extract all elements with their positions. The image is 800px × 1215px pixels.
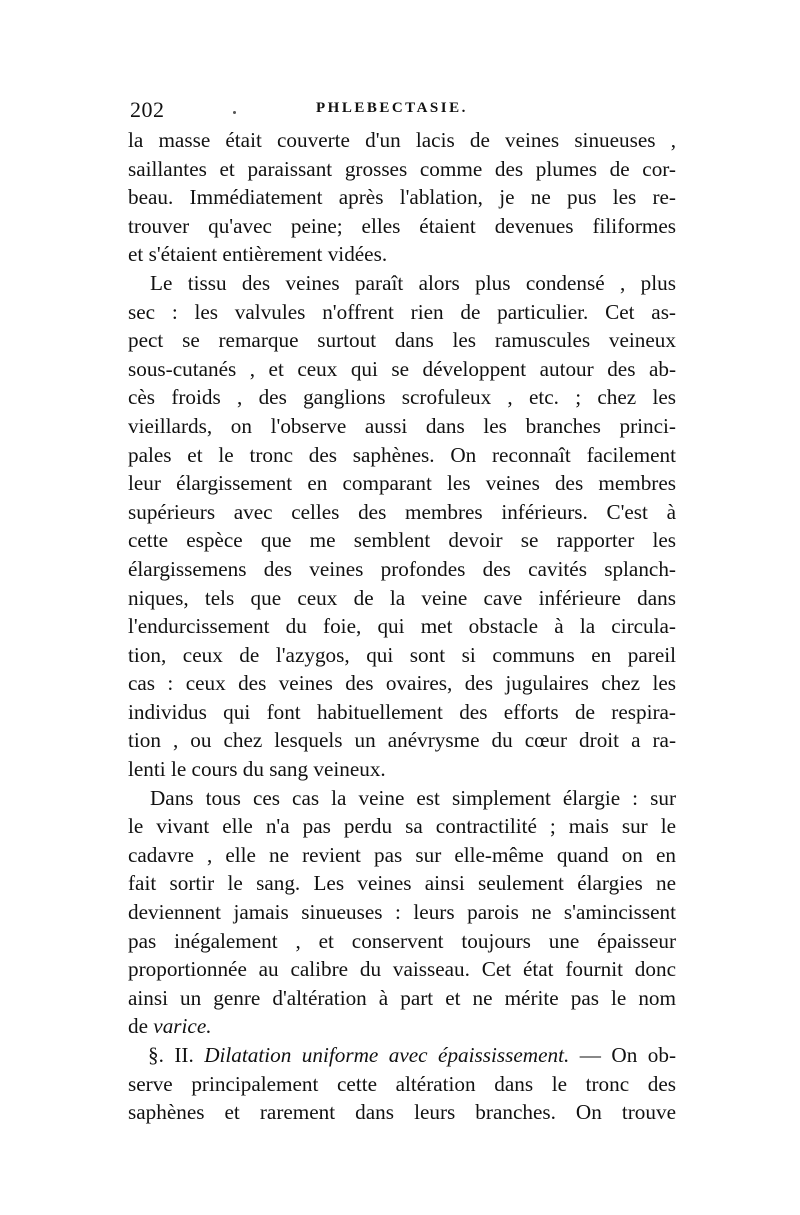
text-line: niques, tels que ceux de la veine cave inférieure dans	[128, 585, 676, 610]
paragraph-start-line: Dans tous ces cas la veine est simplement élargie : sur	[150, 785, 676, 810]
decorative-dot	[233, 111, 236, 114]
text-fragment: — On ob-	[569, 1043, 676, 1067]
text-line: proportionnée au calibre du vaisseau. Cet état fournit donc	[128, 957, 676, 982]
running-head: PHLEBECTASIE.	[316, 100, 468, 116]
text-line: cès froids , des ganglions scrofuleux , etc. ; chez les	[128, 385, 676, 410]
text-line: fait sortir le sang. Les veines ainsi seulement élargies ne	[128, 871, 676, 896]
text-line: vieillards, on l'observe aussi dans les branches princi-	[128, 413, 676, 438]
section-title: Dilatation uniforme avec épaississement.	[204, 1043, 570, 1067]
text-line: deviennent jamais sinueuses : leurs parois ne s'amincissent	[128, 900, 676, 925]
text-line: et s'étaient entièrement vidées.	[128, 242, 388, 267]
text-line: sec : les valvules n'offrent rien de particulier. Cet as-	[128, 299, 676, 324]
text-fragment: de	[128, 1014, 154, 1039]
text-line: supérieurs avec celles des membres inférieurs. C'est à	[128, 499, 676, 524]
text-line: saillantes et paraissant grosses comme des plumes de cor-	[128, 156, 676, 181]
text-line: élargissemens des veines profondes des cavités splanch-	[128, 556, 676, 581]
section-heading-line	[128, 1041, 676, 1070]
text-line: individus qui font habituellement des efforts de respira-	[128, 699, 676, 724]
text-line	[128, 1012, 676, 1041]
text-line: l'endurcissement du foie, qui met obstacle à la circula-	[128, 614, 676, 639]
text-line: tion , ou chez lesquels un anévrysme du cœur droit a ra-	[128, 728, 676, 753]
text-line: sous-cutanés , et ceux qui se développent autour des ab-	[128, 356, 676, 381]
text-line: cette espèce que me semblent devoir se rapporter les	[128, 528, 676, 553]
text-line: tion, ceux de l'azygos, qui sont si communs en pareil	[128, 642, 676, 667]
text-line: le vivant elle n'a pas perdu sa contractilité ; mais sur le	[128, 814, 676, 839]
page-header	[130, 97, 675, 121]
text-line: pas inégalement , et conservent toujours une épaisseur	[128, 928, 676, 953]
text-line: cadavre , elle ne revient pas sur elle-même quand on en	[128, 842, 676, 867]
paragraph-start-line: Le tissu des veines paraît alors plus condensé , plus	[150, 270, 676, 295]
text-line: ainsi un genre d'altération à part et ne mérite pas le nom	[128, 985, 676, 1010]
text-line: saphènes et rarement dans leurs branches. On trouve	[128, 1100, 676, 1125]
text-line: leur élargissement en comparant les veines des membres	[128, 471, 676, 496]
text-line: la masse était couverte d'un lacis de veines sinueuses ,	[128, 128, 676, 152]
body-text	[128, 126, 676, 1127]
text-line: pect se remarque surtout dans les ramuscules veineux	[128, 328, 676, 353]
text-line: serve principalement cette altération dans le tronc des	[128, 1071, 676, 1096]
section-mark: §. II.	[148, 1043, 205, 1067]
text-line: cas : ceux des veines des ovaires, des jugulaires chez les	[128, 671, 676, 696]
text-line: pales et le tronc des saphènes. On reconnaît facilement	[128, 442, 676, 467]
italic-term: varice.	[153, 1014, 212, 1039]
text-line: lenti le cours du sang veineux.	[128, 757, 386, 782]
text-line: beau. Immédiatement après l'ablation, je ne pus les re-	[128, 185, 676, 210]
text-line: trouver qu'avec peine; elles étaient devenues filiformes	[128, 213, 676, 238]
page-number: 202	[130, 97, 165, 122]
